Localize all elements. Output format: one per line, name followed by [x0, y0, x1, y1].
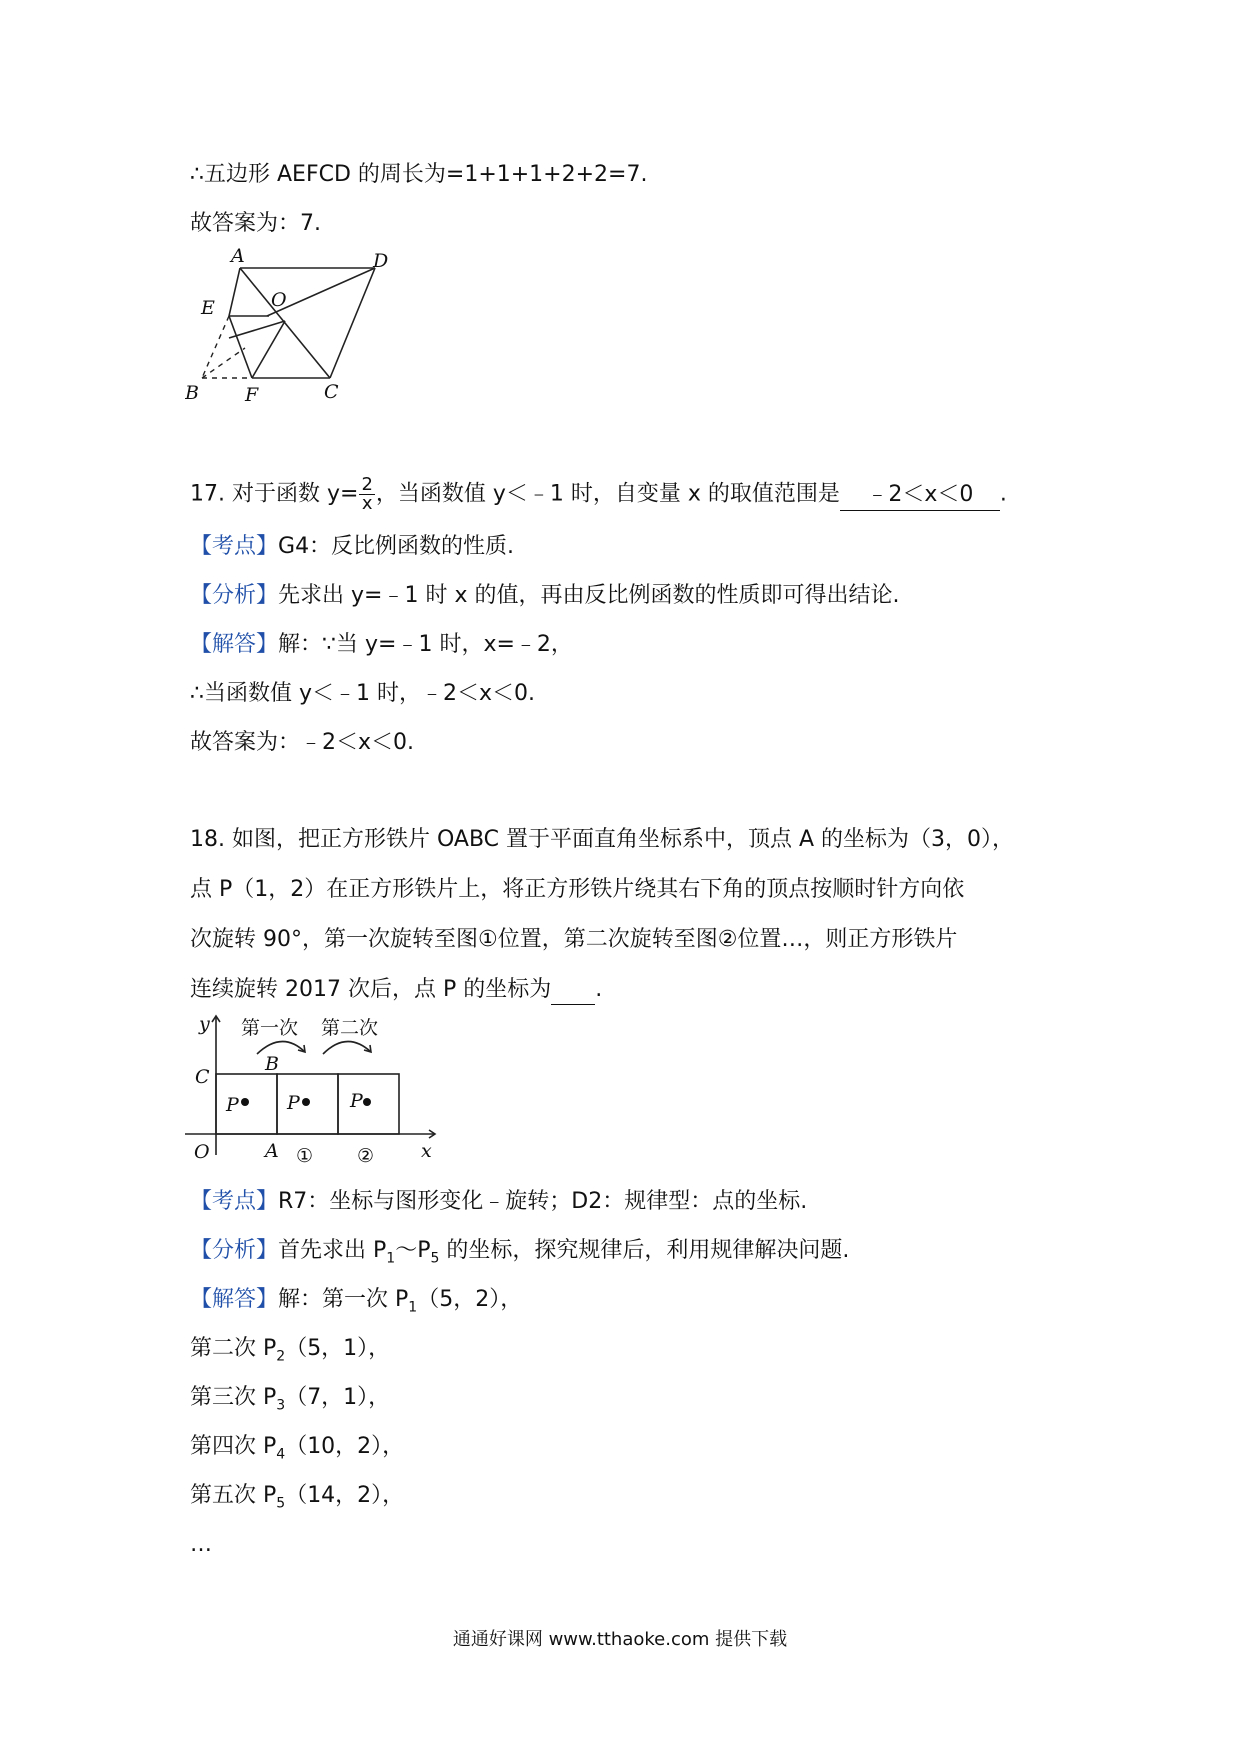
step-sub: 3: [276, 1397, 286, 1414]
step-sub: 5: [276, 1495, 286, 1512]
kaodian-tag: 【考点】: [190, 534, 279, 559]
label-e: E: [201, 297, 215, 319]
fenxi-tag: 【分析】: [190, 1238, 279, 1263]
jieda-tag: 【解答】: [190, 632, 279, 657]
q17-jieda-text: 解：∵当 y=﹣1 时，x=﹣2，: [278, 632, 573, 657]
q18-fenxi-c: 的坐标，探究规律后，利用规律解决问题.: [439, 1238, 850, 1263]
step-post: （7，1），: [285, 1385, 391, 1410]
fenxi-tag: 【分析】: [190, 583, 279, 608]
point-p1-label: P: [287, 1092, 300, 1114]
q18-step-5: [190, 1481, 404, 1518]
q17-fenxi: [190, 581, 899, 611]
q18-kaodian: [190, 1187, 807, 1217]
vertex-b-label: B: [265, 1053, 279, 1075]
label-f: F: [245, 384, 259, 406]
q18-jieda-b: （5，2），: [417, 1287, 523, 1312]
q17-stem-b: ，当函数值 y＜﹣1 时，自变量 x 的取值范围是: [375, 481, 840, 507]
point-p2-label: P: [350, 1090, 363, 1112]
circled-one: ①: [296, 1145, 314, 1167]
circled-two: ②: [357, 1145, 375, 1167]
q17-stem-end: .: [999, 481, 1007, 507]
fraction-denominator: x: [361, 493, 373, 514]
perimeter-line: ∴五边形 AEFCD 的周长为=1+1+1+2+2=7.: [190, 162, 648, 187]
step-sub: 2: [276, 1348, 286, 1365]
step-pre: 第五次 P: [190, 1483, 277, 1508]
step-sub: 4: [276, 1446, 286, 1463]
fraction-numerator: 2: [361, 474, 373, 495]
label-a: A: [231, 248, 245, 267]
q18-jieda: [190, 1285, 522, 1322]
q17-kaodian-text: G4：反比例函数的性质.: [278, 534, 515, 559]
fraction-2-over-x: [359, 476, 374, 513]
figure-parallelogram: [185, 248, 395, 408]
q18-jieda-sub: 1: [408, 1299, 418, 1316]
q18-fenxi: [190, 1236, 849, 1273]
step-post: （5，1），: [285, 1336, 391, 1361]
step-pre: 第二次 P: [190, 1336, 277, 1361]
q17-answer: ﹣2＜x＜0: [840, 480, 1000, 511]
kaodian-tag: 【考点】: [190, 1189, 279, 1214]
axis-x-label: x: [421, 1140, 432, 1162]
page-footer: 通通好课网 www.tthaoke.com 提供下载: [452, 1629, 788, 1650]
q18-stem4-end: .: [595, 977, 603, 1002]
q18-fenxi-a: 首先求出 P: [278, 1238, 387, 1263]
step-pre: 第三次 P: [190, 1385, 277, 1410]
q17-jieda: [190, 630, 573, 660]
second-rotation-label: 第二次: [321, 1017, 379, 1039]
label-d: D: [373, 250, 389, 272]
figure-rotation: [185, 1010, 445, 1170]
q18-step-4: [190, 1432, 404, 1469]
q18-fenxi-sub2: 5: [430, 1250, 440, 1267]
q18-step-3: [190, 1383, 390, 1420]
step-post: （14，2），: [285, 1483, 405, 1508]
step-pre: 第四次 P: [190, 1434, 277, 1459]
point-p-label: P: [226, 1094, 239, 1116]
q18-stem4: [190, 975, 602, 1005]
q18-stem2: 点 P（1，2）在正方形铁片上，将正方形铁片绕其右下角的顶点按顺时针方向依: [190, 877, 965, 902]
q18-stem3: 次旋转 90°，第一次旋转至图①位置，第二次旋转至图②位置…，则正方形铁片: [190, 927, 958, 952]
step-post: （10，2），: [285, 1434, 405, 1459]
q17-line3: 故答案为：﹣2＜x＜0.: [190, 730, 415, 755]
axis-y-label: y: [199, 1013, 210, 1035]
q18-ellipsis: …: [190, 1532, 212, 1557]
origin-label: O: [194, 1141, 210, 1163]
jieda-tag: 【解答】: [190, 1287, 279, 1312]
q18-fenxi-sub1: 1: [386, 1250, 396, 1267]
label-o: O: [271, 289, 287, 311]
q18-jieda-a: 解：第一次 P: [278, 1287, 409, 1312]
q17-kaodian: [190, 532, 514, 562]
q17-stem-a: 17. 对于函数 y=: [190, 481, 359, 507]
q18-fenxi-b: ～P: [395, 1238, 431, 1263]
label-b: B: [185, 382, 199, 404]
label-c: C: [324, 381, 339, 403]
q18-kaodian-text: R7：坐标与图形变化﹣旋转；D2：规律型：点的坐标.: [278, 1189, 808, 1214]
q17-fenxi-text: 先求出 y=﹣1 时 x 的值，再由反比例函数的性质即可得出结论.: [278, 583, 900, 608]
q18-stem1: 18. 如图，把正方形铁片 OABC 置于平面直角坐标系中，顶点 A 的坐标为（3，0），: [190, 827, 1015, 852]
q18-step-2: [190, 1334, 390, 1371]
q17-line2: ∴当函数值 y＜﹣1 时，﹣2＜x＜0.: [190, 681, 536, 706]
vertex-a-label: A: [265, 1140, 279, 1162]
q18-answer-blank: [551, 982, 595, 1005]
q18-stem4-text: 连续旋转 2017 次后，点 P 的坐标为: [190, 977, 552, 1002]
first-rotation-label: 第一次: [241, 1017, 299, 1039]
q17-stem: [190, 476, 1007, 513]
vertex-c-label: C: [195, 1066, 210, 1088]
q16-answer-line: 故答案为：7.: [190, 211, 321, 236]
